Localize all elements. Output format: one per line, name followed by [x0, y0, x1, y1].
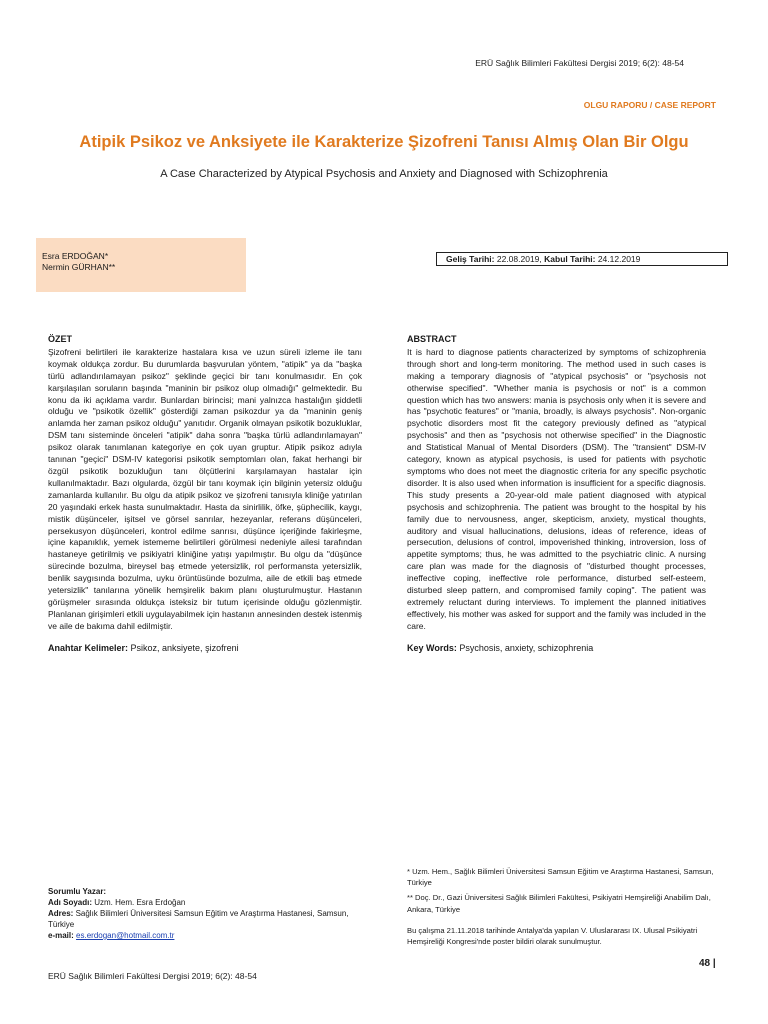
abstract-english: [407, 334, 706, 655]
corresponding-author-heading: Sorumlu Yazar:: [48, 887, 107, 896]
submission-dates: [436, 252, 728, 266]
email-label: e-mail:: [48, 931, 74, 940]
turkish-keywords-label: Anahtar Kelimeler:: [48, 642, 129, 653]
abstract-turkish-heading: ÖZET: [48, 334, 72, 344]
author-name: Nermin GÜRHAN**: [42, 262, 116, 272]
abstract-turkish: [48, 334, 362, 655]
author-name: Esra ERDOĞAN*: [42, 251, 109, 261]
name-label: Adı Soyadı:: [48, 898, 93, 907]
abstract-english-heading: ABSTRACT: [407, 334, 457, 344]
page-number: 48 |: [699, 958, 716, 969]
journal-citation-header: ERÜ Sağlık Bilimleri Fakültesi Dergisi 2019; 6(2): 48-54: [475, 58, 684, 68]
accepted-date: 24.12.2019: [595, 254, 641, 264]
footnote-presentation: Bu çalışma 21.11.2018 tarihinde Antalya'da yapılan V. Uluslararası IX. Ulusal Psikiyatri Hemşireliği Kongresi'nde poster bildiri olarak sunulmuştur.: [407, 925, 698, 947]
footnote-second-author: ** Doç. Dr., Gazi Üniversitesi Sağlık Bilimleri Fakültesi, Psikiyatri Hemşireliği Anabilim Dalı, Ankara, Türkiye: [407, 893, 711, 914]
accepted-date-label: Kabul Tarihi:: [544, 254, 596, 264]
email-link[interactable]: es.erdogan@hotmail.com.tr: [76, 931, 175, 940]
turkish-keywords-list: Psikoz, anksiyete, şizofreni: [128, 642, 239, 653]
received-date: 22.08.2019,: [494, 254, 545, 264]
author-box: [36, 238, 246, 292]
article-title-turkish: Atipik Psikoz ve Anksiyete ile Karakterize Şizofreni Tanısı Almış Olan Bir Olgu: [79, 133, 689, 151]
article-type-label: OLGU RAPORU / CASE REPORT: [583, 100, 716, 110]
corresponding-author-address: Sağlık Bilimleri Üniversitesi Samsun Eğitim ve Araştırma Hastanesi, Samsun, Türkiye: [48, 909, 349, 929]
article-title-english: A Case Characterized by Atypical Psychosis and Anxiety and Diagnosed with Schizophrenia: [160, 168, 608, 180]
received-date-label: Geliş Tarihi:: [446, 254, 495, 264]
english-keywords-list: Psychosis, anxiety, schizophrenia: [456, 642, 594, 653]
address-label: Adres:: [48, 909, 74, 918]
corresponding-author: [48, 886, 368, 941]
english-keywords: [407, 643, 706, 655]
corresponding-author-name: Uzm. Hem. Esra Erdoğan: [92, 898, 186, 907]
journal-citation-footer: ERÜ Sağlık Bilimleri Fakültesi Dergisi 2019; 6(2): 48-54: [48, 971, 257, 981]
abstract-english-text: It is hard to diagnose patients characterized by symptoms of schizophrenia through short and long-term monitoring. The method used in such cases is making a temporary diagnosis of "atypical psychosis" or "psychosis not otherwise specified". "Whether mania is psychosis or not" is a common question which has two answers: mania is psychosis only when it is severe and has "psychotic features" or "mania, broadly, is always psychosis". Non-organic psychotic disorders most fit the category previously defined as "atypical psychosis" and then as "psychosis not otherwise specified" in the Diagnostic and Statistical Manual of Mental Disorders (DSM). The "transient" DSM-IV category, known as atypical psychosis, is used for patients with psychotic symptoms who does not meet the diagnostic criteria for any specific psychotic disorder. It is also used when information is insufficient for a specific diagnosis. This study presents a 20-year-old male patient diagnosed with atypical psychosis and schizophrenia. The patient was brought to the hospital by his family due to nervousness, anger, skepticism, anxiety, mystical thoughts, auditory and visual hallucinations, delusions, ideas of reference, ideas of persecution, delusions of control, impoverished thinking, introversion, loss of appetite symptoms; thus, he was admitted to the psychiatric clinic. A nursing care plan was made for the diagnosis of "disturbed thought processes, ineffective coping, ineffective role performance, disturbed self-esteem, disturbed sleep pattern, and compromised family coping". The patient was extremely reluctant during interviews. To implement the planned initiatives effectively, his mother was asked for support and the family was included in the care.: [407, 346, 706, 631]
english-keywords-label: Key Words:: [407, 642, 457, 653]
footnote-first-author: * Uzm. Hem., Sağlık Bilimleri Üniversitesi Samsun Eğitim ve Araştırma Hastanesi, Samsun, Türkiye: [407, 867, 714, 888]
turkish-keywords: [48, 643, 362, 655]
affiliation-footnotes: [407, 866, 721, 951]
abstract-turkish-text: Şizofreni belirtileri ile karakterize hastalara kısa ve uzun süreli izleme ile tanı koymak oldukça zordur. Bu durumlarda başvurulan yöntem, "atipik" ya da "başka türlü adlandırılamayan psikoz" şeklinde geçici bir tanı konulmasıdır. En çok karşılaşılan soruların başında "maninin bir psikoz olup olmadığı" gelmektedir. Bu konu da iki açıklama vardır. Bunlardan birincisi; mani yalnızca hastalığın şiddetli olduğu ve "psikotik özellik" gösterdiği zaman psikozdur ya da "maninin geniş anlamda her zaman psikoz olduğu" yanıtıdır. Organik olmayan psikotik bozukluklar, DSM tanı sisteminde önceleri "atipik" daha sonra "başka türlü adlandırılamayan" psikoz olarak tanımlanan kategoriye en çok uyan gruptur. Atipik psikoz adıyla tanınan "geçici" DSM-IV kategorisi psikotik semptomları olan, fakat herhangi bir özgül psikotik bozukluğun tanı ölçütlerini karşılamayan hastalar için kullanılmaktadır. Bazı olgularda, özgül bir tanı koymak için bilginin yetersiz olduğu zamanlarda kullanılır. Bu olgu da atipik psikoz ve şizofreni tanısıyla kliniğe yatırılan 20 yaşındaki erkek hasta sunulmaktadır. Hasta da sinirlilik, öfke, şüphecilik, kaygı, mistik düşünceler, işitsel ve görsel sanrılar, hezeyanlar, referans düşünceleri, persekusyon düşünceleri, kontrol edilme sanrısı, düşünce içeriğinde fakirleşme, içine kapanıklık, yemek istememe belirtileri görülmesi nedeniyle ailesi tarafından hastaneye getirilmiş ve psikiyatri kliniğine yatışı yapılmıştır. Bu olgu da "düşünce sürecinde bozulma, bireysel baş etmede yetersizlik, rol performansta yetersizlik, benlik saygısında bozulma, uyku örüntüsünde bozulma, aile de etkili baş etmede yetersizlik" tanılarına yönelik hemşirelik bakım planı oluşturulmuştur. Hastanın görüşmeler sırasında oldukça isteksiz bir tutum içerisinde olduğu gözlenmiştir. Planlanan girişimleri etkili uygulayabilmek için hastanın annesinden destek istenmiş ve aile de bakıma dahil edilmiştir.: [48, 346, 362, 631]
